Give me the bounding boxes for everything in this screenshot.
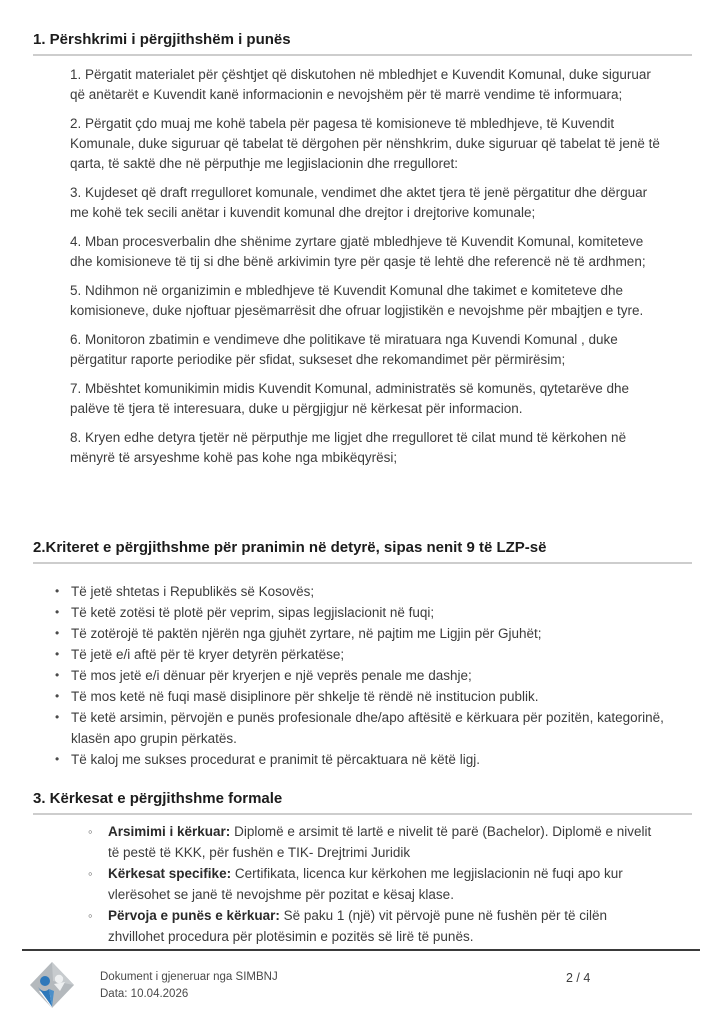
criteria-item: • Të zotërojë të paktën njërën nga gjuhët zyrtare, në pajtim me Ligjin për Gjuhët; [55,623,664,644]
page-number: 2 / 4 [566,971,591,985]
criteria-item: • Të kaloj me sukses procedurat e pranimit të përcaktuara në këtë ligj. [55,749,664,770]
requirement-label: Kërkesat specifike: [108,866,232,881]
requirement-label: Përvoja e punës e kërkuar: [108,908,280,923]
section-job-description [33,30,692,468]
job-duty-paragraph: 4. Mban procesverbalin dhe shënime zyrtare gjatë mbledhjeve të Kuvendit Komunal, komiteteve dhe komisioneve të tij si dhe bënë arkivimin tyre për qasje të lehtë dhe referencë në të ardhmen; [70,234,646,269]
requirement-item [88,863,664,905]
section-general-criteria [33,538,692,770]
section-formal-requirements [33,789,692,947]
requirement-text: Certifikata, licenca kur kërkohen me legjislacionin në fuqi apo kur vlerësohet se janë të nevojshme për pozitat e kësaj klase. [108,866,623,902]
job-duty-paragraph: 5. Ndihmon në organizimin e mbledhjeve të Kuvendit Komunal dhe takimet e komiteteve dhe komisioneve, duke njoftuar pjesëmarrësit dhe ofruar logjistikën e nevojshme për mbajtjen e tyre. [70,283,644,318]
criteria-item: • Të jetë shtetas i Republikës së Kosovës; [55,581,664,602]
requirements-list [33,821,692,947]
criteria-item: • Të mos jetë e/i dënuar për kryerjen e një veprës penale me dashje; [55,665,664,686]
requirement-item [88,905,664,947]
section-3-divider [33,813,692,815]
job-duty-paragraph: 7. Mbështet komunikimin midis Kuvendit Komunal, administratës së komunës, qytetarëve dhe palëve të tjera të interesuara, duke u përgjigjur në kërkesat për informacion. [70,381,630,416]
criteria-item: • Të ketë arsimin, përvojën e punës profesionale dhe/apo aftësitë e kërkuara për pozitën, kategorinë, klasën apo grupin përkatës. [55,707,664,749]
footer-divider [22,949,700,951]
criteria-item: • Të ketë zotësi të plotë për veprim, sipas legjislacionit në fuqi; [55,602,664,623]
section-1-paragraphs [33,65,692,468]
footer-date: Data: 10.04.2026 [100,988,189,1000]
job-duty-paragraph: 8. Kryen edhe detyra tjetër në përputhje me ligjet dhe rregulloret të cilat mund të kërkohen në mënyrë të arsyeshme kohë pas kohe nga mbikëqyrësi; [70,430,627,465]
job-duty-paragraph: 6. Monitoron zbatimin e vendimeve dhe politikave të miratuara nga Kuvendi Komunal , duke përgatitur raporte periodike për sfidat, sukseset dhe rekomandimet për përmirësim; [70,332,618,367]
requirement-label: Arsimimi i kërkuar: [108,824,231,839]
requirement-text: Së paku 1 (një) vit përvojë pune në fushën për të cilën zhvillohet procedura për plotësimin e pozitës së lirë të punës. [108,908,608,944]
job-duty-paragraph: 3. Kujdeset që draft rregulloret komunale, vendimet dhe aktet tjera të jenë përgatitur dhe dërguar me kohë tek secili anëtar i kuvendit komunal dhe drejtor i drejtorive komunale; [70,185,648,220]
simbnj-logo-icon [29,961,75,1014]
job-duty-paragraph: 2. Përgatit çdo muaj me kohë tabela për pagesa të komisioneve të mbledhjeve, të Kuvendit Komunale, duke siguruar që tabelat të dërgohen për nënshkrim, duke siguruar që tabelat të jenë të qarta, të saktë dhe në përputhje me legjislacionin dhe rregulloret: [70,116,660,171]
section-2-divider [33,562,692,564]
section-2-title: 2.Kriteret e përgjithshme për pranimin në detyrë, sipas nenit 9 të LZP-së [33,539,547,556]
section-1-title: 1. Përshkrimi i përgjithshëm i punës [33,31,291,48]
criteria-item: • Të jetë e/i aftë për të kryer detyrën përkatëse; [55,644,664,665]
requirement-text: Diplomë e arsimit të lartë e nivelit të parë (Bachelor). Diplomë e nivelit të pestë të KKK, për fushën e TIK- Drejtrimi Juridik [108,824,652,860]
document-page [33,30,692,947]
footer-generated-by: Dokument i gjeneruar nga SIMBNJ [100,971,278,983]
section-3-title: 3. Kërkesat e përgjithshme formale [33,790,283,807]
criteria-item: • Të mos ketë në fuqi masë disiplinore për shkelje të rëndë në institucion publik. [55,686,664,707]
requirement-item [88,821,664,863]
criteria-list [33,581,692,770]
footer-info [100,969,278,1003]
job-duty-paragraph: 1. Përgatit materialet për çështjet që diskutohen në mbledhjet e Kuvendit Komunal, duke siguruar që anëtarët e Kuvendit kanë informacionin e nevojshëm për të marrë vendime të informuara; [70,67,651,102]
section-1-divider [33,54,692,56]
